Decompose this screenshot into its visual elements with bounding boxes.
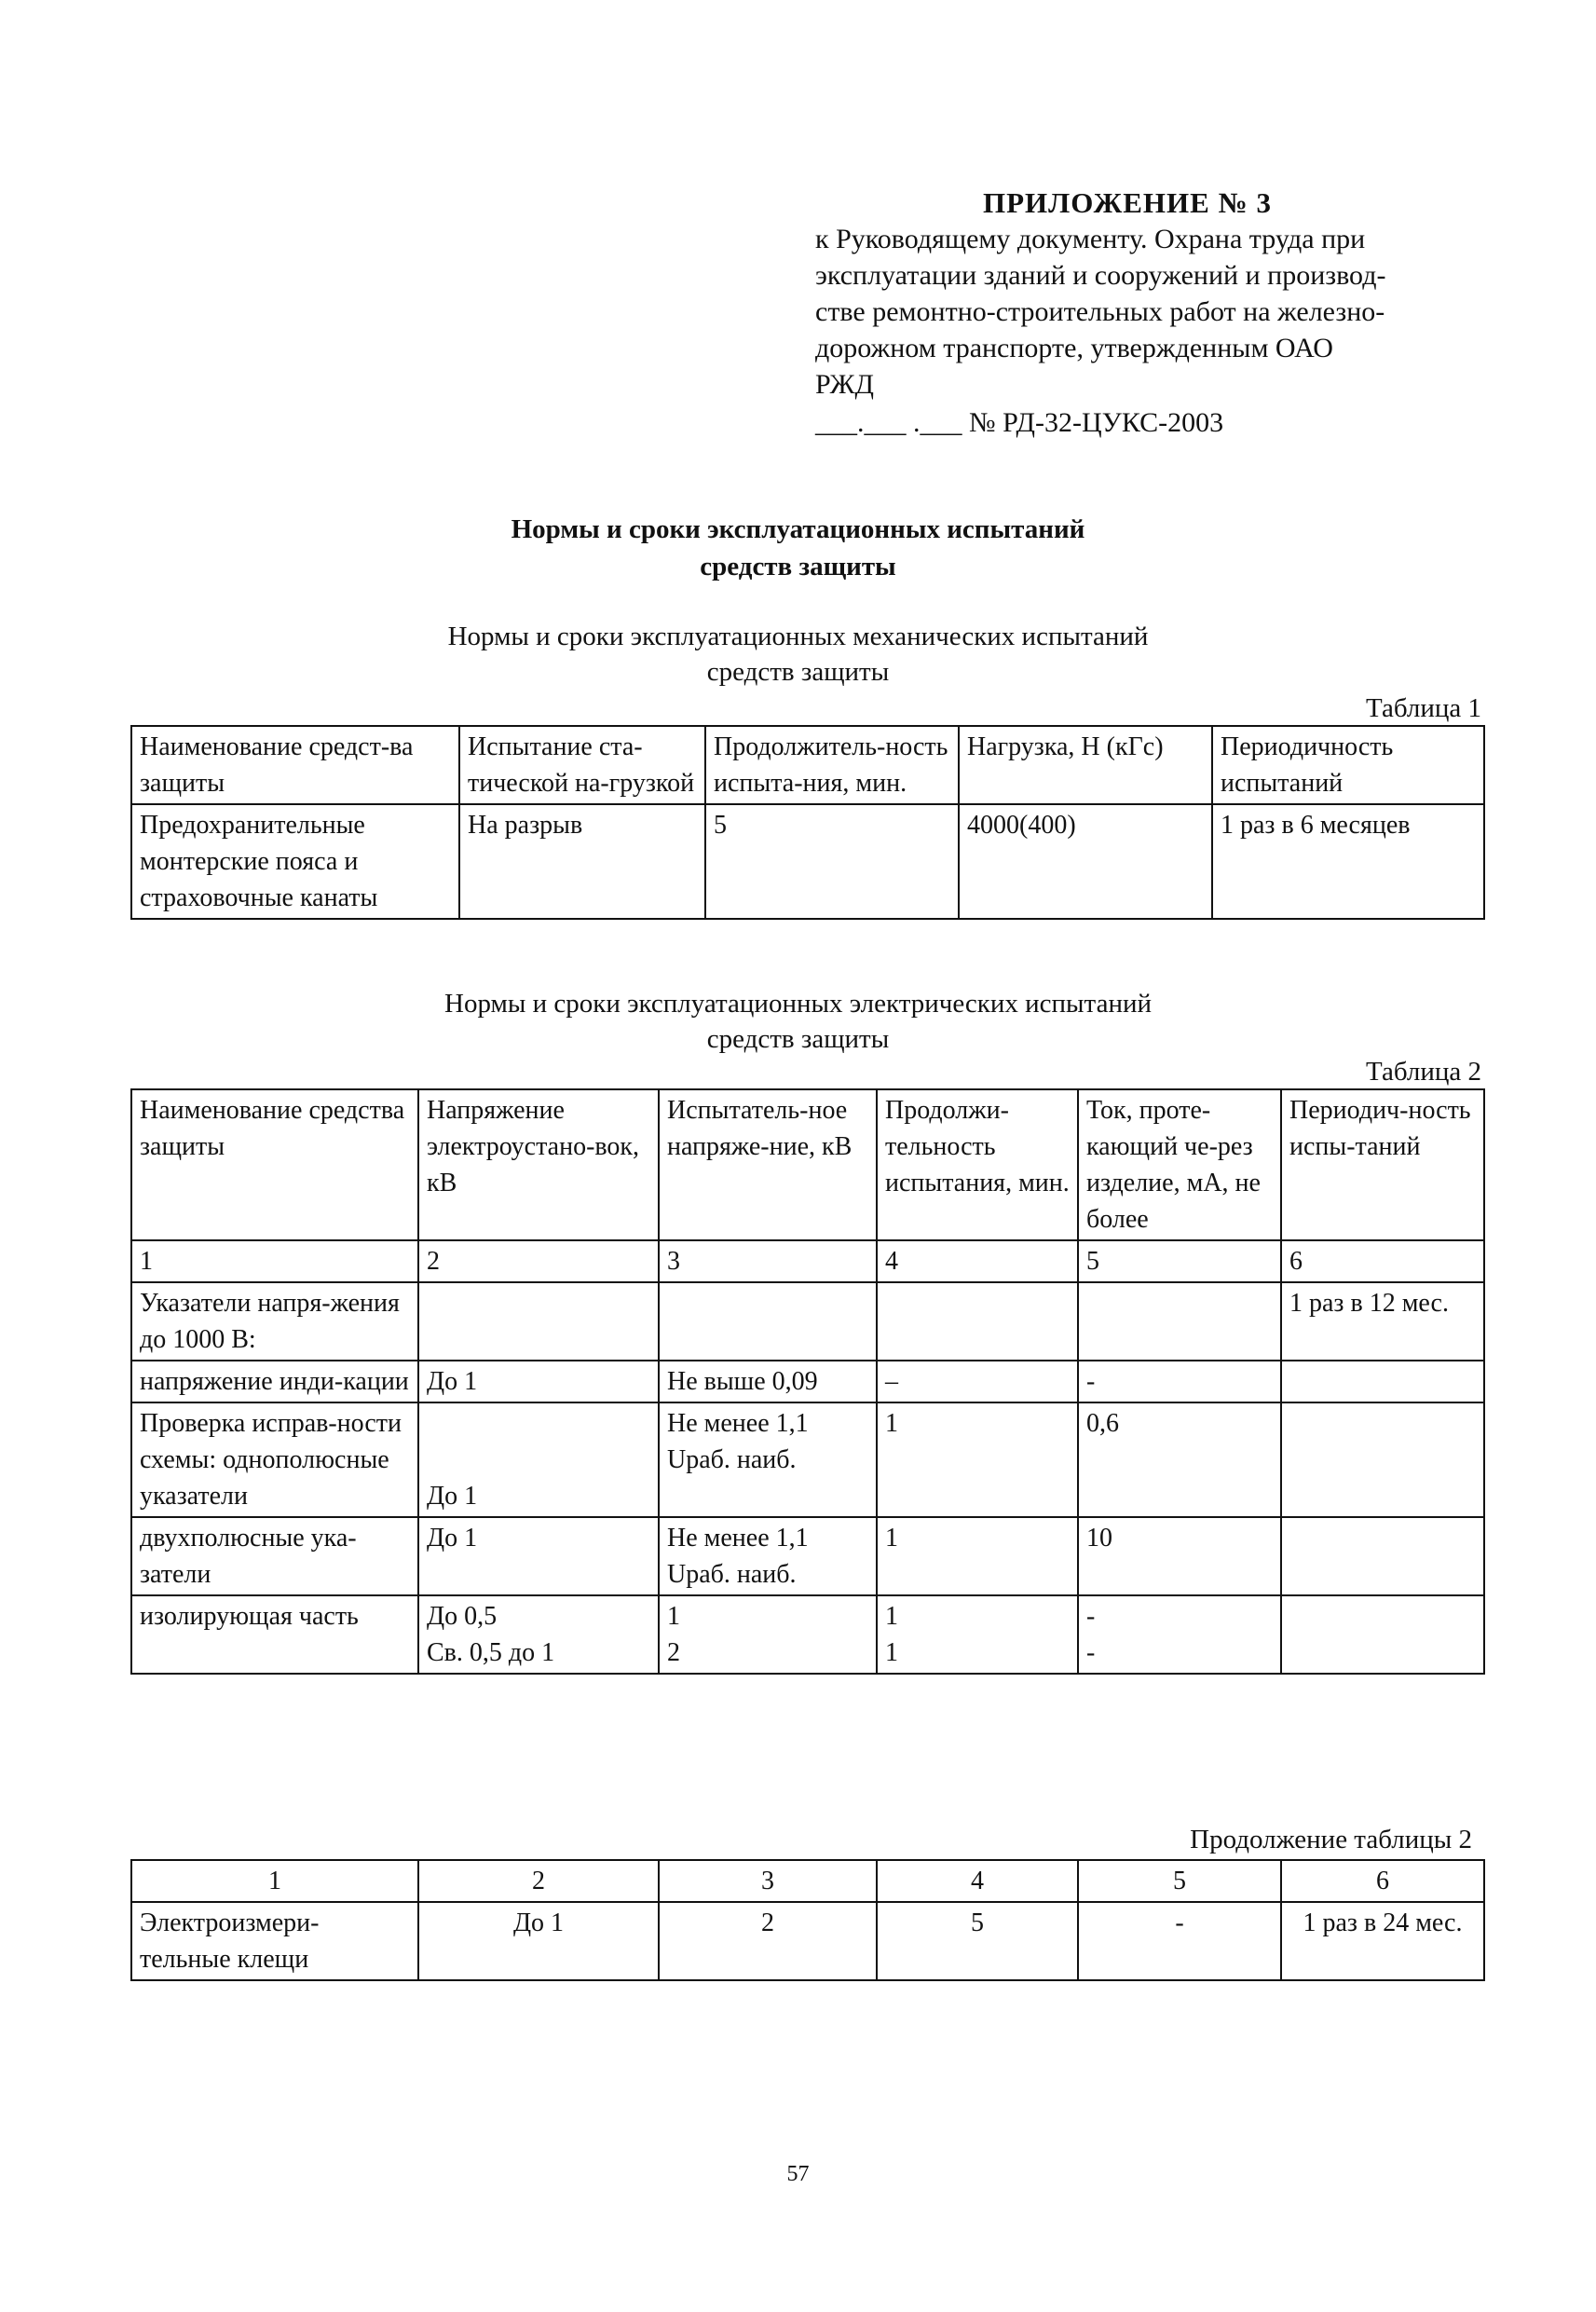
table-row [131, 1902, 1484, 1980]
title-line: Нормы и сроки эксплуатационных испытаний [511, 514, 1085, 544]
column-number: 6 [1281, 1860, 1484, 1902]
appendix-line: РЖД [815, 369, 874, 400]
header-cell: Ток, проте-кающий че-рез изделие, мА, не более [1078, 1089, 1281, 1240]
table-cell [1281, 1517, 1484, 1595]
table-cell: - [1078, 1361, 1281, 1402]
table-cell: двухполюсные ука-затели [131, 1517, 418, 1595]
header-cell: Наименование средства защиты [131, 1089, 418, 1240]
column-number: 1 [131, 1860, 418, 1902]
column-number: 4 [877, 1240, 1078, 1282]
table-row [131, 1595, 1484, 1674]
title-line: средств защиты [700, 552, 896, 581]
table-cell: 5 [705, 804, 959, 919]
table-cell [418, 1282, 659, 1361]
table-cell: До 1 [418, 1517, 659, 1595]
table-cell [1281, 1361, 1484, 1402]
appendix-line: дорожном транспорте, утвержденным ОАО [815, 333, 1333, 363]
column-number: 4 [877, 1860, 1078, 1902]
document-title [0, 511, 1596, 585]
table-cell: Не менее 1,1 Uраб. наиб. [659, 1402, 877, 1517]
table-cell: Указатели напря-жения до 1000 В: [131, 1282, 418, 1361]
table-cell: До 1 [418, 1402, 659, 1517]
table-cell: 0,6 [1078, 1402, 1281, 1517]
table-2-continuation [130, 1859, 1485, 1981]
table2-label: Таблица 2 [1365, 1057, 1481, 1087]
column-number: 2 [418, 1860, 659, 1902]
table-cell: До 0,5 Св. 0,5 до 1 [418, 1595, 659, 1674]
table-cell [877, 1282, 1078, 1361]
header-cell: Продолжи-тельность испытания, мин. [877, 1089, 1078, 1240]
table-cell: 1 раз в 12 мес. [1281, 1282, 1484, 1361]
table-row [131, 1282, 1484, 1361]
table-cell: Не выше 0,09 [659, 1361, 877, 1402]
table-cell: Не менее 1,1 Uраб. наиб. [659, 1517, 877, 1595]
header-cell: Нагрузка, Н (кГс) [959, 726, 1212, 804]
table-row [131, 1517, 1484, 1595]
table-cell: 2 [659, 1902, 877, 1980]
table-cell: - - [1078, 1595, 1281, 1674]
table-cell: Проверка исправ-ности схемы: однополюсные указатели [131, 1402, 418, 1517]
column-number: 2 [418, 1240, 659, 1282]
subtitle-line: Нормы и сроки эксплуатационных электрических испытаний [444, 989, 1152, 1019]
section1-subtitle [0, 619, 1596, 690]
header-cell: Напряжение электроустано-вок, кВ [418, 1089, 659, 1240]
header-cell: Периодич-ность испы-таний [1281, 1089, 1484, 1240]
column-number-row [131, 1240, 1484, 1282]
table-row [131, 804, 1484, 919]
table-cell: 1 раз в 24 мес. [1281, 1902, 1484, 1980]
subtitle-line: средств защиты [706, 1024, 890, 1054]
table-cell: 4000(400) [959, 804, 1212, 919]
table-cell [1281, 1402, 1484, 1517]
table-cell [659, 1282, 877, 1361]
table-cell: До 1 [418, 1902, 659, 1980]
header-cell: Испытание ста-тической на-грузкой [459, 726, 705, 804]
column-number: 3 [659, 1240, 877, 1282]
table-cell: Предохранительные монтерские пояса и страховочные канаты [131, 804, 459, 919]
table1-label: Таблица 1 [1365, 693, 1481, 723]
column-number: 5 [1078, 1860, 1281, 1902]
table-cell: - [1078, 1902, 1281, 1980]
table-header-row [131, 1089, 1484, 1240]
table-row [131, 1361, 1484, 1402]
table-header-row [131, 726, 1484, 804]
table-cell: 10 [1078, 1517, 1281, 1595]
column-number-row [131, 1860, 1484, 1902]
table-2 [130, 1088, 1485, 1675]
table-row [131, 1402, 1484, 1517]
header-cell: Наименование средст-ва защиты [131, 726, 459, 804]
column-number: 1 [131, 1240, 418, 1282]
column-number: 6 [1281, 1240, 1484, 1282]
appendix-header [815, 185, 1486, 441]
appendix-line: стве ремонтно-строительных работ на железно- [815, 296, 1385, 327]
table-cell: На разрыв [459, 804, 705, 919]
header-cell: Продолжитель-ность испыта-ния, мин. [705, 726, 959, 804]
column-number: 5 [1078, 1240, 1281, 1282]
appendix-line: к Руководящему документу. Охрана труда при [815, 224, 1366, 254]
table-cell: До 1 [418, 1361, 659, 1402]
table-cell: 1 1 [877, 1595, 1078, 1674]
subtitle-line: Нормы и сроки эксплуатационных механических испытаний [447, 622, 1149, 651]
appendix-heading: ПРИЛОЖЕНИЕ № 3 [983, 186, 1272, 219]
table-cell: Электроизмери-тельные клещи [131, 1902, 418, 1980]
appendix-line: эксплуатации зданий и сооружений и производ- [815, 260, 1386, 291]
header-cell: Периодичность испытаний [1212, 726, 1484, 804]
page-number: 57 [786, 2162, 810, 2186]
subtitle-line: средств защиты [706, 657, 890, 687]
table-cell: напряжение инди-кации [131, 1361, 418, 1402]
continuation-label: Продолжение таблицы 2 [1190, 1825, 1472, 1854]
table-cell: 1 [877, 1402, 1078, 1517]
table-cell: – [877, 1361, 1078, 1402]
column-number: 3 [659, 1860, 877, 1902]
table-cell [1281, 1595, 1484, 1674]
table-cell: изолирующая часть [131, 1595, 418, 1674]
table-cell: 1 [877, 1517, 1078, 1595]
table-1 [130, 725, 1485, 920]
header-cell: Испытатель-ное напряже-ние, кВ [659, 1089, 877, 1240]
table-cell: 1 2 [659, 1595, 877, 1674]
table-cell: 5 [877, 1902, 1078, 1980]
table-cell: 1 раз в 6 месяцев [1212, 804, 1484, 919]
section2-subtitle [0, 986, 1596, 1057]
appendix-registration: ___.___ .___ № РД-32-ЦУКС-2003 [815, 407, 1224, 438]
table-cell [1078, 1282, 1281, 1361]
